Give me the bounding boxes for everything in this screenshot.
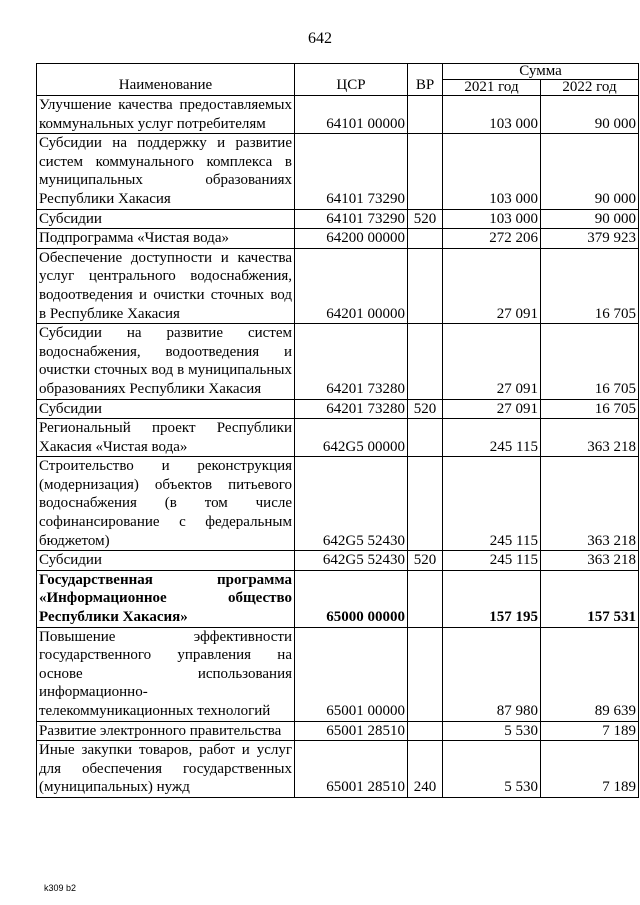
header-year-2022: 2022 год (541, 80, 639, 96)
row-amount-2021: 5 530 (443, 741, 541, 798)
row-vr (408, 570, 443, 627)
row-csr: 642G5 52430 (295, 457, 408, 551)
row-amount-2022: 90 000 (541, 96, 639, 134)
row-amount-2022: 16 705 (541, 399, 639, 419)
row-name: Государственная программа «Информационное общество Республики Хакасия» (37, 570, 295, 627)
row-amount-2021: 27 091 (443, 399, 541, 419)
row-csr: 65000 00000 (295, 570, 408, 627)
footer-code: k309 b2 (44, 883, 77, 893)
table-row (37, 627, 639, 721)
table-row (37, 457, 639, 551)
header-year-2021: 2021 год (443, 80, 541, 96)
row-amount-2022: 16 705 (541, 324, 639, 399)
header-name: Наименование (37, 64, 295, 96)
row-csr: 64200 00000 (295, 229, 408, 249)
table-row (37, 741, 639, 798)
row-amount-2022: 379 923 (541, 229, 639, 249)
table-row (37, 134, 639, 209)
row-csr: 642G5 52430 (295, 551, 408, 571)
header-csr: ЦСР (295, 64, 408, 96)
row-csr: 64201 73280 (295, 324, 408, 399)
row-name: Улучшение качества предоставляемых коммунальных услуг потребителям (37, 96, 295, 134)
row-name: Региональный проект Республики Хакасия «Чистая вода» (37, 419, 295, 457)
row-name: Субсидии на поддержку и развитие систем коммунального комплекса в муниципальных образованиях Республики Хакасия (37, 134, 295, 209)
row-amount-2022: 363 218 (541, 419, 639, 457)
row-amount-2022: 7 189 (541, 721, 639, 741)
row-vr (408, 134, 443, 209)
row-vr: 520 (408, 399, 443, 419)
row-vr (408, 457, 443, 551)
row-csr: 64101 73290 (295, 209, 408, 229)
table-row (37, 324, 639, 399)
row-name: Строительство и реконструкция (модернизация) объектов питьевого водоснабжения (в том числе софинансирование с федеральным бюджетом) (37, 457, 295, 551)
table-row (37, 551, 639, 571)
table-row (37, 248, 639, 323)
budget-table (36, 63, 639, 798)
row-amount-2022: 16 705 (541, 248, 639, 323)
row-vr (408, 229, 443, 249)
table-body (37, 96, 639, 798)
row-amount-2022: 363 218 (541, 551, 639, 571)
row-vr: 520 (408, 209, 443, 229)
row-amount-2022: 90 000 (541, 134, 639, 209)
table-row (37, 209, 639, 229)
row-amount-2021: 103 000 (443, 134, 541, 209)
row-csr: 65001 28510 (295, 741, 408, 798)
row-amount-2021: 103 000 (443, 209, 541, 229)
row-amount-2021: 87 980 (443, 627, 541, 721)
table-row (37, 419, 639, 457)
row-amount-2022: 157 531 (541, 570, 639, 627)
row-amount-2022: 363 218 (541, 457, 639, 551)
table-row (37, 570, 639, 627)
row-amount-2022: 90 000 (541, 209, 639, 229)
row-amount-2022: 89 639 (541, 627, 639, 721)
row-name: Субсидии (37, 399, 295, 419)
row-amount-2021: 103 000 (443, 96, 541, 134)
page-number: 642 (308, 30, 332, 47)
row-amount-2021: 245 115 (443, 457, 541, 551)
row-vr (408, 627, 443, 721)
row-amount-2021: 245 115 (443, 551, 541, 571)
row-name: Обеспечение доступности и качества услуг центрального водоснабжения, водоотведения и очистки сточных вод в Республике Хакасия (37, 248, 295, 323)
row-amount-2021: 245 115 (443, 419, 541, 457)
row-amount-2022: 7 189 (541, 741, 639, 798)
header-vr: ВР (408, 64, 443, 96)
row-csr: 64201 73280 (295, 399, 408, 419)
row-name: Субсидии (37, 551, 295, 571)
row-vr: 520 (408, 551, 443, 571)
row-csr: 65001 00000 (295, 627, 408, 721)
row-vr (408, 419, 443, 457)
row-vr (408, 96, 443, 134)
row-amount-2021: 272 206 (443, 229, 541, 249)
row-name: Субсидии на развитие систем водоснабжения, водоотведения и очистки сточных вод в муниципальных образованиях Республики Хакасия (37, 324, 295, 399)
row-csr: 642G5 00000 (295, 419, 408, 457)
row-csr: 64101 00000 (295, 96, 408, 134)
table-row (37, 229, 639, 249)
row-vr: 240 (408, 741, 443, 798)
header-sum: Сумма (443, 64, 639, 80)
row-csr: 65001 28510 (295, 721, 408, 741)
table-row (37, 399, 639, 419)
row-name: Субсидии (37, 209, 295, 229)
table-row (37, 96, 639, 134)
row-csr: 64101 73290 (295, 134, 408, 209)
row-name: Повышение эффективности государственного управления на основе использования информационно-телекоммуникационных технологий (37, 627, 295, 721)
row-vr (408, 721, 443, 741)
row-amount-2021: 5 530 (443, 721, 541, 741)
row-name: Иные закупки товаров, работ и услуг для обеспечения государственных (муниципальных) нужд (37, 741, 295, 798)
row-amount-2021: 157 195 (443, 570, 541, 627)
table-row (37, 721, 639, 741)
row-vr (408, 324, 443, 399)
row-vr (408, 248, 443, 323)
row-name: Подпрограмма «Чистая вода» (37, 229, 295, 249)
row-csr: 64201 00000 (295, 248, 408, 323)
row-amount-2021: 27 091 (443, 324, 541, 399)
row-name: Развитие электронного правительства (37, 721, 295, 741)
row-amount-2021: 27 091 (443, 248, 541, 323)
header-row (37, 64, 639, 80)
